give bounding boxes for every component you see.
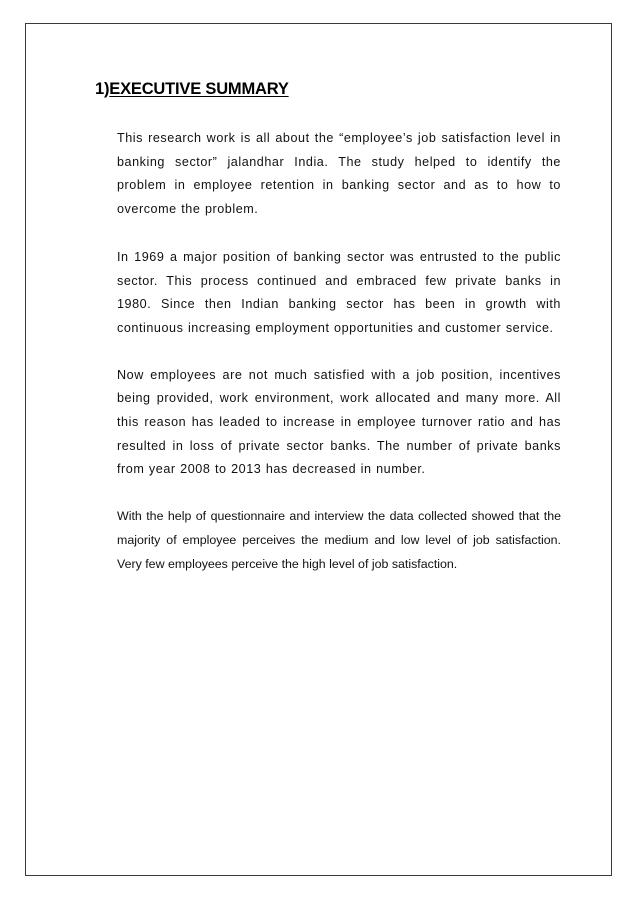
summary-body	[117, 127, 561, 576]
paragraph-history: In 1969 a major position of banking sector was entrusted to the public sector. This process continued and embraced few private banks in 1980. Since then Indian banking sector has been in growth with continuous increasing employment opportunities and customer service.	[117, 249, 561, 335]
heading-title: EXECUTIVE SUMMARY	[109, 80, 289, 98]
section-heading	[95, 80, 289, 99]
paragraph-intro: This research work is all about the “employee’s job satisfaction level in banking sector” jalandhar India. The study helped to identify the problem in employee retention in banking sector and as to how to overcome the problem.	[117, 131, 561, 217]
paragraph-problem: Now employees are not much satisfied with a job position, incentives being provided, work environment, work allocated and many more. All this reason has leaded to increase in employee turnover ratio and has resulted in loss of private sector banks. The number of private banks from year 2008 to 2013 has decreased in number.	[117, 367, 561, 477]
paragraph-findings: With the help of questionnaire and interview the data collected showed that the majority of employee perceives the medium and low level of job satisfaction. Very few employees perceive the high level of job satisfaction.	[117, 509, 561, 571]
heading-number: 1)	[95, 80, 110, 98]
